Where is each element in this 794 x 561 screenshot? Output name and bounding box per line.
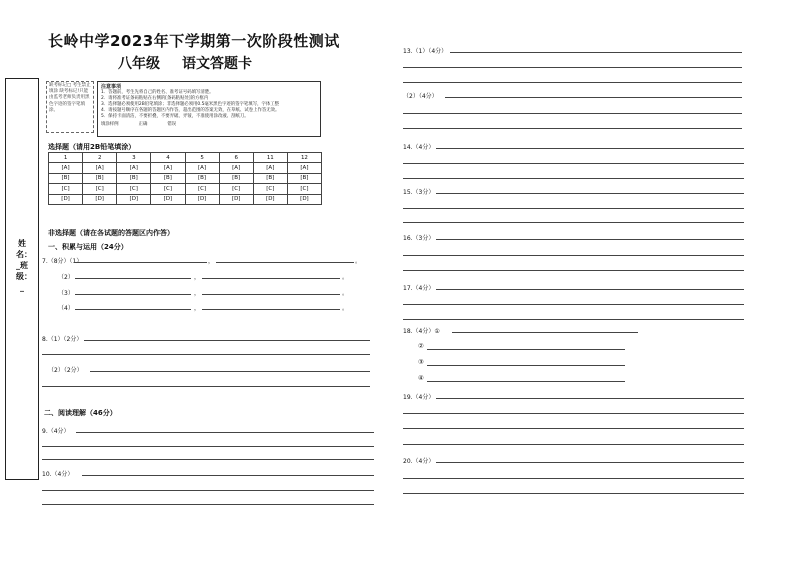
answer-line[interactable] xyxy=(42,490,374,491)
answer-line[interactable] xyxy=(202,294,340,295)
option-c-bubble[interactable]: [C] xyxy=(219,184,253,195)
answer-line[interactable] xyxy=(42,446,374,447)
question-number: 5 xyxy=(185,153,219,163)
q7-sub3-label: （3） xyxy=(58,290,74,297)
answer-line[interactable] xyxy=(403,493,744,494)
q15-label: 15.（3分） xyxy=(403,189,435,196)
option-b-bubble[interactable]: [B] xyxy=(185,173,219,184)
option-c-bubble[interactable]: [C] xyxy=(49,184,83,195)
answer-line[interactable] xyxy=(436,148,744,149)
period: 。 xyxy=(342,305,349,312)
period: 。 xyxy=(342,290,349,297)
q7-label: 7.（8分）（1） xyxy=(42,258,83,265)
answer-line[interactable] xyxy=(42,354,370,355)
answer-line[interactable] xyxy=(403,319,744,320)
answer-line[interactable] xyxy=(403,444,744,445)
answer-line[interactable] xyxy=(216,262,354,263)
notice-item: 1．答题前，考生先将自己的姓名、准考证号码填写清楚。 xyxy=(101,90,214,96)
option-d-bubble[interactable]: [D] xyxy=(287,194,321,205)
fill-example xyxy=(101,122,317,128)
option-c-bubble[interactable]: [C] xyxy=(83,184,117,195)
option-b-bubble[interactable]: [B] xyxy=(117,173,151,184)
answer-line[interactable] xyxy=(403,113,742,114)
q7-sub4-label: （4） xyxy=(58,305,74,312)
answer-line[interactable] xyxy=(76,432,374,433)
section-2-heading: 二、阅读理解（46分） xyxy=(44,409,117,417)
comma: ， xyxy=(208,258,215,265)
answer-line[interactable] xyxy=(202,278,340,279)
option-b-bubble[interactable]: [B] xyxy=(151,173,185,184)
q17-label: 17.（4分） xyxy=(403,285,435,292)
notice-item: 2．请将准考证条码粘贴在右侧的[条码粘贴处]的方框内 xyxy=(101,96,209,102)
answer-line[interactable] xyxy=(403,128,742,129)
answer-line[interactable] xyxy=(403,208,744,209)
answer-line[interactable] xyxy=(403,413,744,414)
period: 。 xyxy=(355,258,362,265)
q18-item-2: ② xyxy=(418,342,424,350)
answer-line[interactable] xyxy=(450,52,742,53)
option-c-bubble[interactable]: [C] xyxy=(185,184,219,195)
question-number: 12 xyxy=(287,153,321,163)
answer-line[interactable] xyxy=(75,309,191,310)
option-c-bubble[interactable]: [C] xyxy=(253,184,287,195)
option-d-bubble[interactable]: [D] xyxy=(253,194,287,205)
answer-line[interactable] xyxy=(75,278,191,279)
answer-line[interactable] xyxy=(427,365,625,366)
option-a-bubble[interactable]: [A] xyxy=(219,163,253,174)
page-subtitle xyxy=(118,53,252,73)
nonchoice-title: 非选择题（请在各试题的答题区内作答） xyxy=(48,229,174,237)
option-c-bubble[interactable]: [C] xyxy=(117,184,151,195)
option-a-bubble[interactable]: [A] xyxy=(287,163,321,174)
card-title: 语文答题卡 xyxy=(182,56,252,72)
name-class-field[interactable]: 姓名：_班级：_ xyxy=(16,239,32,292)
answer-line[interactable] xyxy=(202,309,340,310)
answer-line[interactable] xyxy=(403,82,742,83)
comma: ， xyxy=(194,274,201,281)
q9-label: 9.（4分） xyxy=(42,428,70,435)
answer-line[interactable] xyxy=(82,475,374,476)
q18-label: 18.（4分）① xyxy=(403,328,440,335)
option-b-bubble[interactable]: [B] xyxy=(219,173,253,184)
answer-line[interactable] xyxy=(436,239,744,240)
answer-line[interactable] xyxy=(403,163,744,164)
answer-line[interactable] xyxy=(403,270,744,271)
q19-label: 19.（4分） xyxy=(403,394,435,401)
answer-line[interactable] xyxy=(403,428,744,429)
answer-line[interactable] xyxy=(42,386,370,387)
fill-example-label: 填涂样例 xyxy=(101,121,119,127)
answer-line[interactable] xyxy=(75,262,207,263)
choice-grid xyxy=(48,152,322,205)
question-number: 3 xyxy=(117,153,151,163)
option-c-bubble[interactable]: [C] xyxy=(151,184,185,195)
option-d-bubble[interactable]: [D] xyxy=(49,194,83,205)
answer-line[interactable] xyxy=(403,478,744,479)
option-c-bubble[interactable]: [C] xyxy=(287,184,321,195)
answer-line[interactable] xyxy=(403,255,744,256)
q10-label: 10.（4分） xyxy=(42,471,74,478)
grade-label: 八年级 xyxy=(118,56,160,72)
option-d-bubble[interactable]: [D] xyxy=(151,194,185,205)
answer-line[interactable] xyxy=(42,504,374,505)
fill-example-wrong: 错误 xyxy=(167,121,177,127)
q20-label: 20.（4分） xyxy=(403,458,435,465)
answer-line[interactable] xyxy=(436,398,744,399)
question-number: 2 xyxy=(83,153,117,163)
absent-mark-box[interactable]: 缺考标记□ 考生禁止填涂 缺考标记!只能由监考老师负责用黑色字迹的签字笔填涂。 xyxy=(46,81,94,133)
answer-line[interactable] xyxy=(90,371,370,372)
question-number: 4 xyxy=(151,153,185,163)
answer-line[interactable] xyxy=(403,178,744,179)
q13-1-label: 13.（1）（4分） xyxy=(403,48,448,55)
answer-line[interactable] xyxy=(436,462,744,463)
comma: ， xyxy=(194,290,201,297)
q18-item-4: ④ xyxy=(418,374,424,382)
option-a-bubble[interactable]: [A] xyxy=(49,163,83,174)
notice-box xyxy=(97,81,321,137)
answer-line[interactable] xyxy=(427,381,625,382)
period: 。 xyxy=(342,274,349,281)
q16-label: 16.（3分） xyxy=(403,235,435,242)
option-a-bubble[interactable]: [A] xyxy=(151,163,185,174)
q14-label: 14.（4分） xyxy=(403,144,435,151)
answer-line[interactable] xyxy=(452,332,638,333)
answer-line[interactable] xyxy=(427,349,625,350)
option-a-bubble[interactable]: [A] xyxy=(185,163,219,174)
answer-line[interactable] xyxy=(445,97,742,98)
option-b-bubble[interactable]: [B] xyxy=(83,173,117,184)
comma: ， xyxy=(194,305,201,312)
fill-example-right: 正确 xyxy=(138,121,148,127)
option-b-bubble[interactable]: [B] xyxy=(287,173,321,184)
notice-item: 3．选择题必须使用2B铅笔填涂；非选择题必须用0.5毫米黑色字迹的签字笔填写，字体工整 xyxy=(101,102,280,108)
q18-item-3: ③ xyxy=(418,358,424,366)
option-d-bubble[interactable]: [D] xyxy=(117,194,151,205)
question-number: 11 xyxy=(253,153,287,163)
question-number: 6 xyxy=(219,153,253,163)
answer-line[interactable] xyxy=(75,294,191,295)
option-b-bubble[interactable]: [B] xyxy=(253,173,287,184)
answer-line[interactable] xyxy=(436,289,744,290)
option-b-bubble[interactable]: [B] xyxy=(49,173,83,184)
option-a-bubble[interactable]: [A] xyxy=(253,163,287,174)
notice-item: 4．请按题号顺序在各题的答题区内作答，超出范围的答案无效，在草纸、试卷上作答无效。 xyxy=(101,108,280,114)
section-1-heading: 一、积累与运用（24分） xyxy=(48,243,128,251)
q8-label: 8.（1）（2分） xyxy=(42,336,83,343)
answer-line[interactable] xyxy=(403,67,742,68)
q7-sub2-label: （2） xyxy=(58,274,74,281)
option-a-bubble[interactable]: [A] xyxy=(117,163,151,174)
page-title: 长岭中学2023年下学期第一次阶段性测试 xyxy=(48,32,340,50)
q13-2-label: （2）（4分） xyxy=(403,93,438,100)
option-d-bubble[interactable]: [D] xyxy=(219,194,253,205)
notice-item: 5．保持卡面清洁，不要折叠，不要弄破、弄皱，不准使用涂改液、刮纸刀。 xyxy=(101,114,249,120)
answer-line[interactable] xyxy=(84,340,370,341)
option-d-bubble[interactable]: [D] xyxy=(83,194,117,205)
choice-section-title: 选择题（请用2B铅笔填涂） xyxy=(48,143,136,151)
answer-line[interactable] xyxy=(403,304,744,305)
answer-line[interactable] xyxy=(42,459,374,460)
option-d-bubble[interactable]: [D] xyxy=(185,194,219,205)
question-number: 1 xyxy=(49,153,83,163)
option-a-bubble[interactable]: [A] xyxy=(83,163,117,174)
q8-sub2-label: （2）（2分） xyxy=(48,367,83,374)
answer-line[interactable] xyxy=(403,222,744,223)
notice-title: 注意事项 xyxy=(101,84,122,90)
answer-line[interactable] xyxy=(436,193,744,194)
